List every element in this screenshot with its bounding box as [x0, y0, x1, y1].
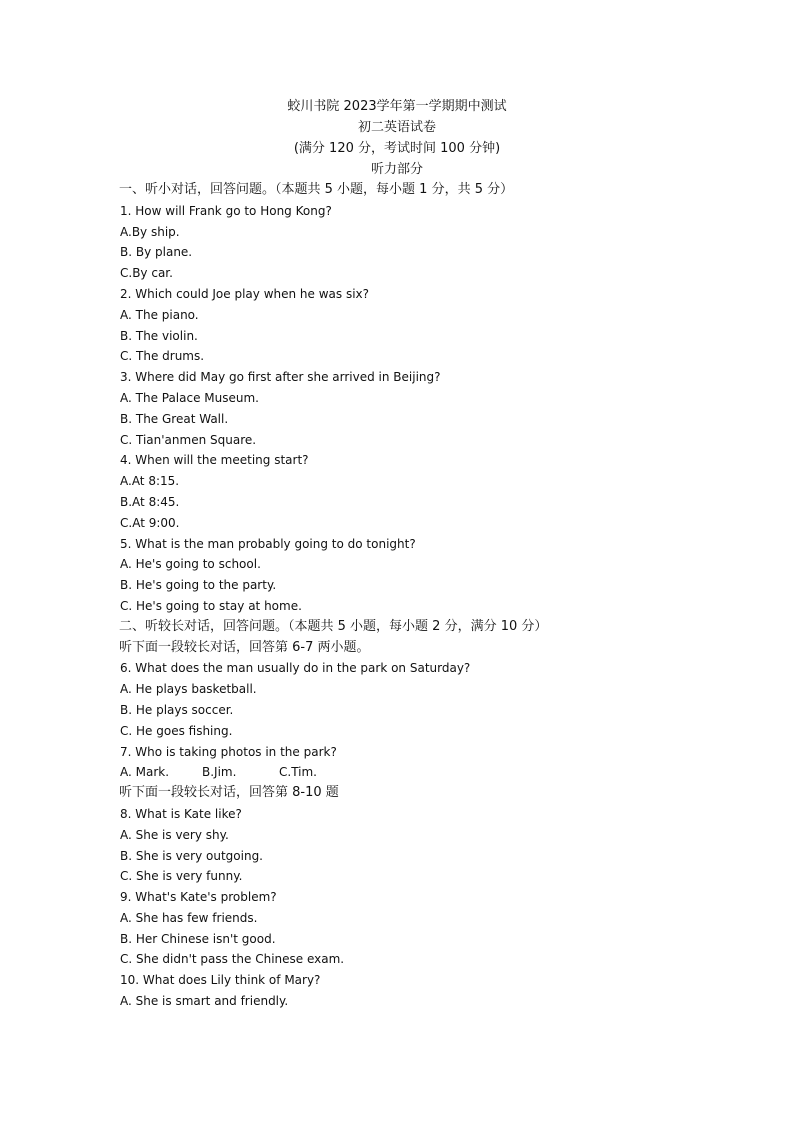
question-text: 4. When will the meeting start?: [120, 453, 309, 468]
question-text: 2. Which could Joe play when he was six?: [120, 286, 370, 301]
question-text: 10. What does Lily think of Mary?: [120, 973, 321, 988]
answer-option: B. The Great Wall.: [120, 411, 229, 426]
exam-body: [120, 180, 760, 1012]
answer-option: C.Tim.: [279, 765, 317, 780]
answer-options-row: [120, 762, 760, 783]
answer-option: B. He's going to the party.: [120, 578, 277, 593]
answer-option: B.At 8:45.: [120, 494, 180, 509]
answer-option: C. Tian'anmen Square.: [120, 432, 257, 447]
answer-option: A. The Palace Museum.: [120, 390, 259, 405]
answer-option: B. She is very outgoing.: [120, 848, 263, 863]
answer-option: A. She is very shy.: [120, 827, 229, 842]
section-heading: 一、听小对话，回答问题。（本题共 5 小题，每小题 1 分，共 5 分）: [119, 182, 514, 197]
answer-option: B. He plays soccer.: [120, 702, 234, 717]
answer-option: A. She is smart and friendly.: [120, 994, 289, 1009]
answer-option: A.At 8:15.: [120, 474, 180, 489]
answer-option: A. The piano.: [120, 307, 199, 322]
answer-option: B. By plane.: [120, 245, 193, 260]
question-text: 8. What is Kate like?: [120, 806, 242, 821]
score-time-note: (满分 120 分，考试时间 100 分钟): [293, 141, 501, 156]
answer-option: A.By ship.: [120, 224, 180, 239]
answer-option: A. He's going to school.: [120, 557, 261, 572]
answer-option: C.At 9:00.: [120, 515, 180, 530]
section-heading: 听下面一段较长对话，回答第 6-7 两小题。: [119, 639, 370, 655]
answer-option: C. She didn't pass the Chinese exam.: [120, 952, 345, 967]
answer-option: C. The drums.: [120, 349, 205, 364]
exam-header: [0, 96, 794, 180]
question-text: 3. Where did May go first after she arrived in Beijing?: [120, 370, 441, 385]
answer-option: B. The violin.: [120, 328, 198, 343]
answer-option: B.Jim.: [202, 765, 237, 780]
question-text: 1. How will Frank go to Hong Kong?: [120, 203, 332, 218]
answer-option: C. He goes fishing.: [120, 723, 233, 738]
answer-option: A. Mark.: [120, 765, 170, 780]
section-heading: 二、听较长对话，回答问题。（本题共 5 小题，每小题 2 分，满分 10 分）: [119, 618, 548, 634]
answer-option: A. He plays basketball.: [120, 682, 257, 697]
question-text: 5. What is the man probably going to do tonight?: [120, 536, 416, 551]
answer-option: C. He's going to stay at home.: [120, 598, 302, 613]
answer-option: B. Her Chinese isn't good.: [120, 931, 276, 946]
question-text: 9. What's Kate's problem?: [120, 890, 277, 905]
school-title: 蛟川书院 2023学年第一学期期中测试: [287, 99, 507, 114]
answer-option: A. She has few friends.: [120, 910, 258, 925]
question-text: 6. What does the man usually do in the park on Saturday?: [120, 661, 471, 676]
question-text: 7. Who is taking photos in the park?: [120, 744, 337, 759]
part-title: 听力部分: [370, 162, 423, 177]
section-heading: 听下面一段较长对话，回答第 8-10 题: [119, 785, 339, 801]
answer-option: C.By car.: [120, 266, 173, 281]
answer-option: C. She is very funny.: [120, 869, 243, 884]
paper-title: 初二英语试卷: [357, 120, 436, 135]
